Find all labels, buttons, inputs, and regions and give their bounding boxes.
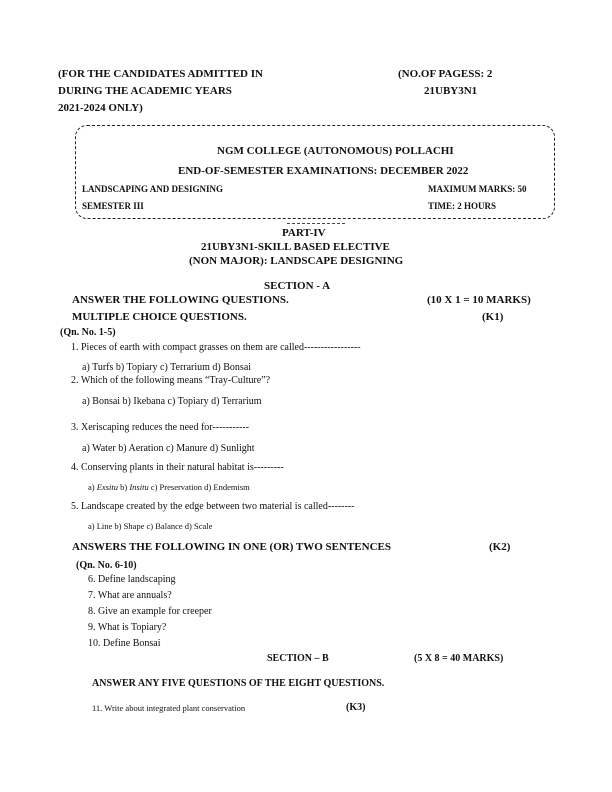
exam-time: TIME: 2 HOURS: [428, 201, 497, 211]
admission-note-line2: DURING THE ACADEMIC YEARS: [58, 85, 232, 97]
question-2: 2. Which of the following means “Tray-Culture”?: [71, 375, 271, 386]
question-5-options: a) Line b) Shape c) Balance d) Scale: [88, 521, 213, 531]
question-5: 5. Landscape created by the edge between two material is called--------: [71, 501, 355, 512]
mcq-level: (K1): [482, 311, 504, 323]
q4-option-a-label: a): [88, 482, 95, 492]
scribble-mark: [287, 217, 345, 224]
paper-code: 21UBY3N1: [424, 85, 478, 97]
subject-name: LANDSCAPING AND DESIGNING: [82, 184, 224, 194]
college-name: NGM COLLEGE (AUTONOMOUS) POLLACHI: [217, 145, 454, 157]
question-9: 9. What is Topiary?: [88, 622, 167, 633]
q4-option-rest: c) Preservation d) Endemism: [150, 482, 250, 492]
question-3: 3. Xeriscaping reduces the need for-----------: [71, 422, 250, 433]
question-11-level: (K3): [346, 702, 366, 713]
question-1-options: a) Turfs b) Topiary c) Terrarium d) Bonsai: [82, 362, 252, 373]
page-count: (NO.OF PAGESS: 2: [398, 68, 493, 80]
mcq-range: (Qn. No. 1-5): [60, 327, 116, 338]
section-b-instruction: ANSWER ANY FIVE QUESTIONS OF THE EIGHT QUESTIONS.: [92, 678, 385, 689]
question-6: 6. Define landscaping: [88, 574, 176, 585]
section-a-marks: (10 X 1 = 10 MARKS): [427, 294, 531, 306]
admission-note-line3: 2021-2024 ONLY): [58, 102, 143, 114]
question-1: 1. Pieces of earth with compact grasses on them are called-----------------: [71, 342, 361, 353]
section-b-title: SECTION – B: [267, 653, 329, 664]
short-answer-range: (Qn. No. 6-10): [76, 560, 137, 571]
question-10: 10. Define Bonsai: [88, 638, 161, 649]
section-a-title: SECTION - A: [264, 280, 331, 292]
short-answer-level: (K2): [489, 541, 511, 553]
question-4: 4. Conserving plants in their natural habitat is---------: [71, 462, 284, 473]
part-title: PART-IV: [282, 227, 326, 239]
q4-option-a: Exsitu: [96, 482, 118, 492]
short-answer-heading: ANSWERS THE FOLLOWING IN ONE (OR) TWO SENTENCES: [72, 541, 391, 553]
course-title: 21UBY3N1-SKILL BASED ELECTIVE: [201, 241, 390, 253]
question-8: 8. Give an example for creeper: [88, 606, 212, 617]
question-4-options: [88, 482, 250, 492]
question-7: 7. What are annuals?: [88, 590, 172, 601]
section-a-instruction: ANSWER THE FOLLOWING QUESTIONS.: [72, 294, 289, 306]
exam-title: END-OF-SEMESTER EXAMINATIONS: DECEMBER 2022: [178, 165, 469, 177]
maximum-marks: MAXIMUM MARKS: 50: [428, 184, 527, 194]
mcq-heading: MULTIPLE CHOICE QUESTIONS.: [72, 311, 247, 323]
q4-option-b: Insitu: [129, 482, 149, 492]
question-3-options: a) Water b) Aeration c) Manure d) Sunlight: [82, 443, 255, 454]
q4-option-b-label: b): [120, 482, 128, 492]
question-2-options: a) Bonsai b) Ikebana c) Topiary d) Terrarium: [82, 396, 262, 407]
question-11: 11. Write about integrated plant conservation: [92, 703, 246, 713]
paper-title: (NON MAJOR): LANDSCAPE DESIGNING: [189, 255, 404, 267]
semester: SEMESTER III: [82, 201, 144, 211]
section-b-marks: (5 X 8 = 40 MARKS): [414, 653, 504, 664]
admission-note-line1: (FOR THE CANDIDATES ADMITTED IN: [58, 68, 263, 80]
